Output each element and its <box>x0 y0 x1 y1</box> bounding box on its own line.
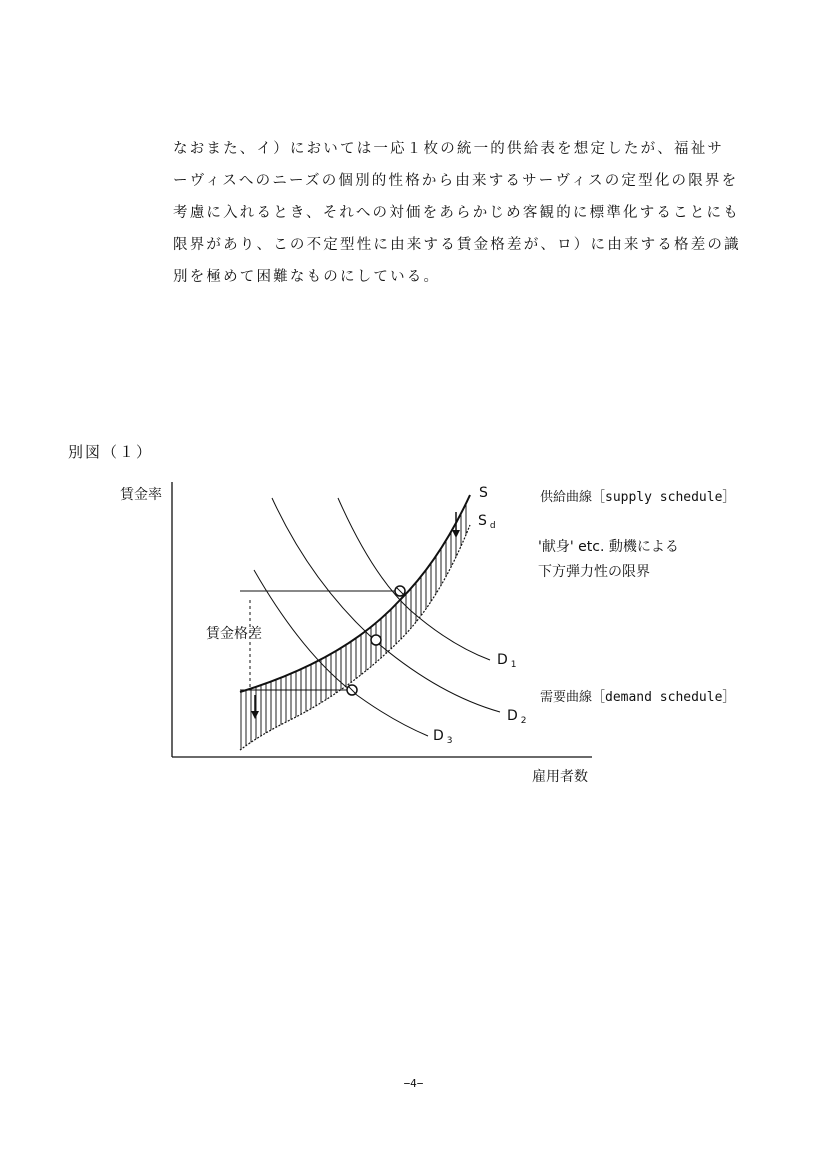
curve-label-d3-main: D <box>433 728 444 744</box>
paragraph-line: 別を極めて困難なものにしている。 <box>173 269 441 285</box>
supply-schedule-note: 供給曲線［supply schedule］ <box>540 490 736 505</box>
x-axis-label: 雇用者数 <box>532 769 588 785</box>
paragraph-line: なおまた、イ）においては一応１枚の統一的供給表を想定したが、福祉サ <box>173 141 725 157</box>
y-axis-label: 賃金率 <box>120 487 162 503</box>
equilibrium-point-middle <box>371 635 381 645</box>
paragraph-line: ーヴィスへのニーズの個別的性格から由来するサーヴィスの定型化の限界を <box>173 173 739 189</box>
curve-label-s: S <box>479 485 488 501</box>
curve-label-d2-main: D <box>507 708 518 724</box>
demand-schedule-note: 需要曲線［demand schedule］ <box>540 690 736 705</box>
curve-label-d3 <box>433 728 453 746</box>
curve-label-sd-sub: d <box>489 521 496 531</box>
motive-note-line1: '献身' etc. 動機による <box>538 539 679 555</box>
curve-label-d1-sub: 1 <box>510 660 517 670</box>
motive-note-line2: 下方弾力性の限界 <box>538 564 650 580</box>
curve-label-sd <box>478 513 496 531</box>
paragraph-line: 考慮に入れるとき、それへの対価をあらかじめ客観的に標準化することにも <box>173 205 740 221</box>
figure-title: 別図（１） <box>68 443 154 461</box>
curve-label-d2 <box>507 708 527 726</box>
curve-label-sd-main: S <box>478 513 487 529</box>
wage-gap-label: 賃金格差 <box>206 626 262 642</box>
curve-label-d1 <box>497 652 517 670</box>
curve-label-d1-main: D <box>497 652 508 668</box>
curve-label-d3-sub: 3 <box>446 736 453 746</box>
page-number: −4− <box>403 1077 424 1090</box>
paragraph-line: 限界があり、この不定型性に由来する賃金格差が、ロ）に由来する格差の識 <box>173 237 741 253</box>
curve-label-d2-sub: 2 <box>520 716 527 726</box>
